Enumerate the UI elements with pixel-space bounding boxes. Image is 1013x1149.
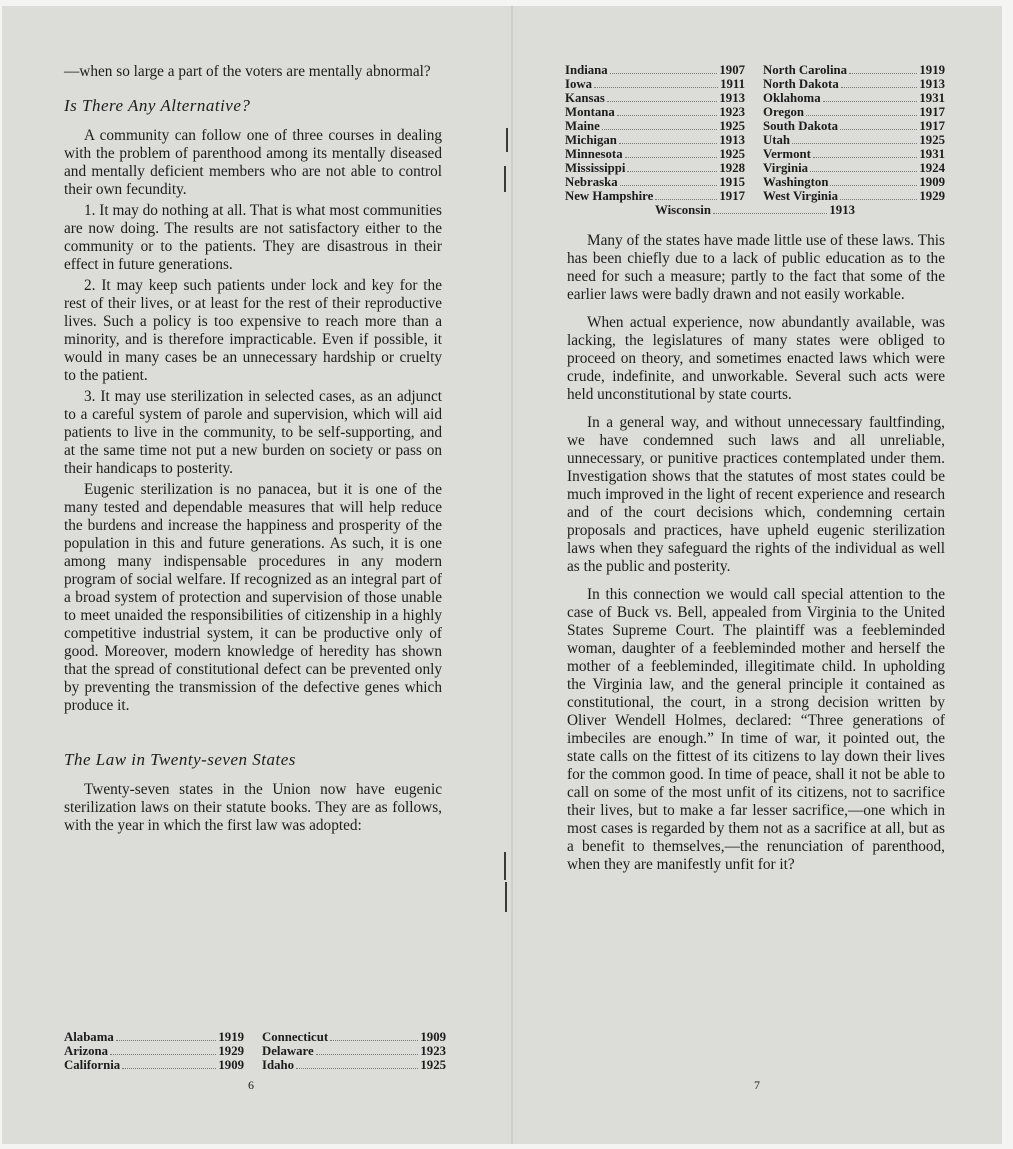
leader-dots	[840, 199, 917, 200]
left-paragraph: Twenty-seven states in the Union now have eugenic sterilization laws on their statute books. They are as follows, with the year in which the first law was adopted:	[64, 781, 442, 834]
left-page	[2, 6, 511, 1144]
leader-dots	[610, 73, 718, 74]
leader-dots	[625, 157, 718, 158]
state-name: West Virginia	[763, 189, 839, 203]
state-entry	[64, 1058, 244, 1072]
right-paragraph: When actual experience, now abundantly available, was lacking, the legislatures of many states were obliged to proceed on theory, and sometimes enacted laws which were crude, indefinite, and unworkable. Several such acts were held unconstitutional by state courts.	[567, 314, 945, 403]
leader-dots	[602, 129, 718, 130]
state-name: South Dakota	[763, 119, 839, 133]
leader-dots	[841, 87, 918, 88]
margin-mark	[506, 128, 508, 152]
state-name: Wisconsin	[655, 203, 711, 217]
leader-dots	[330, 1040, 418, 1041]
state-entry	[565, 105, 745, 119]
left-paragraph: Eugenic sterilization is no panacea, but it is one of the many tested and dependable measures that will help reduce the burdens and increase the happiness and prosperity of the population in this and future generations. As such, it is one among many indispensable procedures in any modern program of social welfare. If recognized as an integral part of a broad system of protection and supervision of those unable to meet unaided the responsibilities of citizenship in a highly competitive industrial system, it can be productive only of good. Moreover, modern knowledge of heredity has shown that the spread of constitutional defect can be prevented only by preventing the transmission of the defective genes which produce it.	[64, 481, 442, 714]
state-year: 1929	[919, 189, 945, 203]
booklet-spread	[2, 6, 1002, 1144]
state-year: 1917	[719, 189, 745, 203]
state-entry	[763, 161, 945, 175]
leader-dots	[607, 101, 718, 102]
state-year: 1915	[719, 175, 745, 189]
page-number: 6	[248, 1078, 254, 1092]
state-name: Arizona	[64, 1044, 109, 1058]
state-year: 1931	[919, 147, 945, 161]
leader-dots	[713, 213, 827, 214]
state-year: 1925	[719, 119, 745, 133]
state-year: 1909	[420, 1030, 446, 1044]
state-year: 1907	[719, 63, 745, 77]
left-text-column	[64, 63, 442, 835]
state-name: Nebraska	[565, 175, 618, 189]
state-name: Michigan	[565, 133, 617, 147]
right-paragraph: In this connection we would call special attention to the case of Buck vs. Bell, appealed from Virginia to the United States Supreme Court. The plaintiff was a feebleminded woman, daughter of a feebleminded mother and herself the mother of a feebleminded, illegitimate child. In upholding the Virginia law, and the general principle it contained as constitutional, the court, in a strong decision written by Oliver Wendell Holmes, declared: “Three generations of imbeciles are enough.” In time of war, it pointed out, the state calls on the fittest of its citizens to lay down their lives for the common good. In time of peace, shall it not be able to call on some of the most unfit of its citizens, not to sacrifice their lives, but to make a far lesser sacrifice,—one which in most cases is regarded by them not as a sacrifice at all, but as a benefit to themselves,—the renunciation of parenthood, when they are manifestly unfit for it?	[567, 586, 945, 873]
leader-dots	[813, 157, 918, 158]
right-states-table	[565, 63, 945, 217]
states-row	[565, 105, 945, 119]
state-name: Minnesota	[565, 147, 623, 161]
states-row-last	[565, 203, 945, 217]
state-entry	[64, 1030, 244, 1044]
state-name: North Carolina	[763, 63, 848, 77]
leader-dots	[116, 1040, 217, 1041]
state-entry	[763, 175, 945, 189]
leader-dots	[627, 171, 717, 172]
states-row	[565, 147, 945, 161]
page-number: 7	[754, 1078, 760, 1092]
leader-dots	[620, 185, 718, 186]
heading-law: The Law in Twenty-seven States	[64, 750, 296, 769]
state-name: Mississippi	[565, 161, 626, 175]
state-name: North Dakota	[763, 77, 839, 91]
states-row	[64, 1044, 446, 1058]
state-entry	[565, 133, 745, 147]
state-year: 1919	[218, 1030, 244, 1044]
state-year: 1929	[218, 1044, 244, 1058]
state-entry	[565, 77, 745, 91]
state-year: 1931	[919, 91, 945, 105]
state-entry	[655, 203, 855, 217]
state-name: Connecticut	[262, 1030, 329, 1044]
state-year: 1909	[218, 1058, 244, 1072]
state-year: 1924	[919, 161, 945, 175]
state-year: 1913	[719, 133, 745, 147]
state-name: Maine	[565, 119, 600, 133]
state-year: 1917	[919, 105, 945, 119]
leader-dots	[806, 115, 917, 116]
leader-dots	[122, 1068, 216, 1069]
state-year: 1925	[919, 133, 945, 147]
right-paragraph: In a general way, and without unnecessary faultfinding, we have condemned such laws and all unreliable, unnecessary, or punitive practices contemplated under them. Investigation shows that the statutes of most states could be much improved in the light of recent experience and research and of the court decisions which, condemning certain proposals and practices, have upheld eugenic sterilization laws when they safeguard the rights of the individual as well as the public and posterity.	[567, 414, 945, 575]
leader-dots	[617, 115, 718, 116]
state-year: 1913	[719, 91, 745, 105]
state-entry	[763, 77, 945, 91]
state-entry	[763, 189, 945, 203]
state-entry	[565, 91, 745, 105]
leader-dots	[296, 1068, 418, 1069]
leader-dots	[849, 73, 917, 74]
states-row	[565, 91, 945, 105]
leader-dots	[110, 1054, 216, 1055]
state-entry	[763, 119, 945, 133]
margin-mark	[504, 852, 506, 880]
state-entry	[262, 1044, 446, 1058]
left-paragraph-intro: —when so large a part of the voters are mentally abnormal?	[64, 63, 431, 80]
state-name: Utah	[763, 133, 791, 147]
right-page	[513, 6, 1002, 1144]
left-paragraph: 3. It may use sterilization in selected cases, as an adjunct to a careful system of parole and supervision, which will aid patients to live in the community, to be self-supporting, and at the same time not put a new burden on society or pass on their handicaps to posterity.	[64, 388, 442, 477]
state-entry	[763, 147, 945, 161]
state-name: Virginia	[763, 161, 809, 175]
state-year: 1925	[719, 147, 745, 161]
states-row	[565, 77, 945, 91]
state-entry	[565, 175, 745, 189]
state-name: Alabama	[64, 1030, 114, 1044]
state-year: 1923	[719, 105, 745, 119]
margin-mark	[505, 882, 507, 912]
state-entry	[763, 133, 945, 147]
state-year: 1913	[829, 203, 855, 217]
state-name: Washington	[763, 175, 829, 189]
margin-mark	[504, 166, 506, 192]
states-row	[64, 1058, 446, 1072]
state-name: Vermont	[763, 147, 811, 161]
state-entry	[565, 63, 745, 77]
states-row	[64, 1030, 446, 1044]
state-year: 1911	[720, 77, 745, 91]
state-year: 1913	[919, 77, 945, 91]
leader-dots	[840, 129, 917, 130]
state-name: Iowa	[565, 77, 593, 91]
state-name: Delaware	[262, 1044, 314, 1058]
state-name: New Hampshire	[565, 189, 654, 203]
states-row	[565, 175, 945, 189]
state-entry	[64, 1044, 244, 1058]
state-name: Kansas	[565, 91, 605, 105]
right-paragraph: Many of the states have made little use of these laws. This has been chiefly due to a lack of public education as to the need for such a measure; partly to the fact that some of the earlier laws were badly drawn and not easily workable.	[567, 232, 945, 303]
state-name: Oklahoma	[763, 91, 821, 105]
left-paragraph: 2. It may keep such patients under lock and key for the rest of their lives, or at least for the rest of their reproductive lives. Such a policy is too expensive to reach more than a minority, and is therefore impracticable. Even if possible, it would in many cases be an unnecessary hardship or cruelty to the patient.	[64, 277, 442, 384]
state-entry	[763, 91, 945, 105]
leader-dots	[823, 101, 918, 102]
state-entry	[262, 1030, 446, 1044]
states-row	[565, 133, 945, 147]
state-entry	[262, 1058, 446, 1072]
state-year: 1919	[919, 63, 945, 77]
leader-dots	[316, 1054, 419, 1055]
state-entry	[565, 119, 745, 133]
leader-dots	[619, 143, 718, 144]
left-paragraph: 1. It may do nothing at all. That is what most communities are now doing. The results are not satisfactory either to the community or to the patients. They are disastrous in their effect in future generations.	[64, 202, 442, 273]
state-year: 1923	[420, 1044, 446, 1058]
state-year: 1917	[919, 119, 945, 133]
state-name: Oregon	[763, 105, 804, 119]
state-year: 1909	[919, 175, 945, 189]
leader-dots	[594, 87, 718, 88]
states-row	[565, 189, 945, 203]
leader-dots	[830, 185, 917, 186]
right-text-column	[567, 232, 945, 874]
state-entry	[565, 189, 745, 203]
state-entry	[565, 161, 745, 175]
state-entry	[565, 147, 745, 161]
left-states-table	[64, 1030, 446, 1072]
states-row	[565, 161, 945, 175]
state-entry	[763, 63, 945, 77]
states-row	[565, 119, 945, 133]
state-year: 1925	[420, 1058, 446, 1072]
state-name: Idaho	[262, 1058, 295, 1072]
leader-dots	[810, 171, 917, 172]
left-paragraph: A community can follow one of three courses in dealing with the problem of parenthood among its mentally diseased and mentally deficient members who are not able to control their own fecundity.	[64, 127, 442, 198]
leader-dots	[655, 199, 717, 200]
state-name: California	[64, 1058, 121, 1072]
state-entry	[763, 105, 945, 119]
state-year: 1928	[719, 161, 745, 175]
states-row	[565, 63, 945, 77]
heading-alternative: Is There Any Alternative?	[64, 96, 251, 115]
state-name: Montana	[565, 105, 615, 119]
leader-dots	[792, 143, 917, 144]
state-name: Indiana	[565, 63, 608, 77]
